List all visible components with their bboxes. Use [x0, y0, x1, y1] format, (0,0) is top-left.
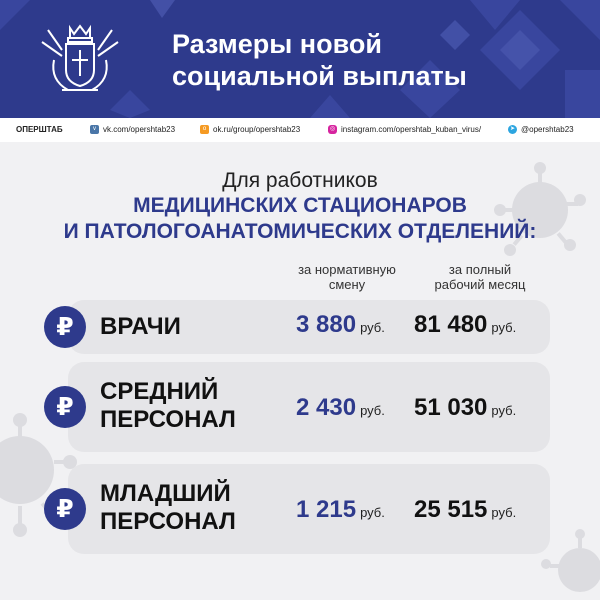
- shift-unit: руб.: [360, 505, 385, 520]
- column-header-shift-line-2: смену: [328, 277, 366, 292]
- column-header-shift-line-1: за нормативную: [298, 262, 396, 277]
- section-heading: [0, 168, 600, 245]
- month-amount: [414, 496, 516, 524]
- ruble-icon: ₽: [44, 306, 86, 348]
- telegram-link-text: @opershtab23: [521, 125, 574, 134]
- vk-link-text: vk.com/opershtab23: [103, 125, 176, 134]
- heading-line-1: Для работников: [222, 169, 378, 192]
- shift-value: 1 215: [296, 496, 357, 523]
- role-label-line-1: ВРАЧИ: [100, 313, 181, 340]
- role-label: [100, 378, 236, 434]
- telegram-icon: ➤: [509, 126, 516, 132]
- title-line-1: Размеры новой: [172, 29, 382, 59]
- shift-value: 3 880: [296, 311, 357, 338]
- role-label-line-2: ПЕРСОНАЛ: [100, 406, 236, 433]
- brand-label: [16, 125, 63, 134]
- ok-link-text: ok.ru/group/opershtab23: [213, 125, 301, 134]
- role-label-line-1: СРЕДНИЙ: [100, 378, 219, 405]
- social-links-bar: [0, 118, 600, 142]
- ok-icon: o: [200, 125, 209, 134]
- role-label: [100, 480, 236, 536]
- ruble-icon: ₽: [44, 386, 86, 428]
- column-header-month: [418, 262, 542, 292]
- telegram-link[interactable]: [508, 125, 574, 134]
- month-value: 51 030: [414, 394, 488, 421]
- month-value: 25 515: [414, 496, 488, 523]
- role-label-line-1: МЛАДШИЙ: [100, 480, 231, 507]
- heading-line-2: МЕДИЦИНСКИХ СТАЦИОНАРОВ: [133, 194, 467, 217]
- month-unit: руб.: [491, 403, 517, 418]
- vk-link[interactable]: [90, 125, 175, 134]
- shift-unit: руб.: [360, 403, 385, 418]
- shift-amount: [296, 311, 385, 339]
- header-banner: [0, 0, 600, 118]
- month-amount: [414, 394, 516, 422]
- shift-amount: [296, 394, 385, 422]
- instagram-link-text: instagram.com/opershtab_kuban_virus/: [341, 125, 482, 134]
- instagram-link[interactable]: [328, 125, 481, 134]
- column-header-month-line-1: за полный: [448, 262, 512, 277]
- role-label-line-2: ПЕРСОНАЛ: [100, 508, 236, 535]
- ruble-icon: ₽: [44, 488, 86, 530]
- month-unit: руб.: [491, 320, 517, 335]
- column-header-month-line-2: рабочий месяц: [434, 277, 526, 292]
- month-unit: руб.: [491, 505, 517, 520]
- shift-unit: руб.: [360, 320, 385, 335]
- shift-value: 2 430: [296, 394, 357, 421]
- role-label: [100, 313, 181, 341]
- page-title: [172, 28, 467, 92]
- shift-amount: [296, 496, 385, 524]
- month-amount: [414, 311, 516, 339]
- heading-line-3: И ПАТОЛОГОАНАТОМИЧЕСКИХ ОТДЕЛЕНИЙ:: [63, 220, 537, 243]
- title-line-2: социальной выплаты: [172, 61, 467, 91]
- ok-link[interactable]: [200, 125, 300, 134]
- month-value: 81 480: [414, 311, 488, 338]
- brand-text: ОПЕРШТАБ: [16, 125, 63, 134]
- instagram-icon: ◎: [329, 126, 336, 132]
- vk-icon: v: [90, 125, 99, 134]
- column-header-shift: [282, 262, 412, 292]
- kuban-coat-of-arms-icon: [38, 20, 122, 100]
